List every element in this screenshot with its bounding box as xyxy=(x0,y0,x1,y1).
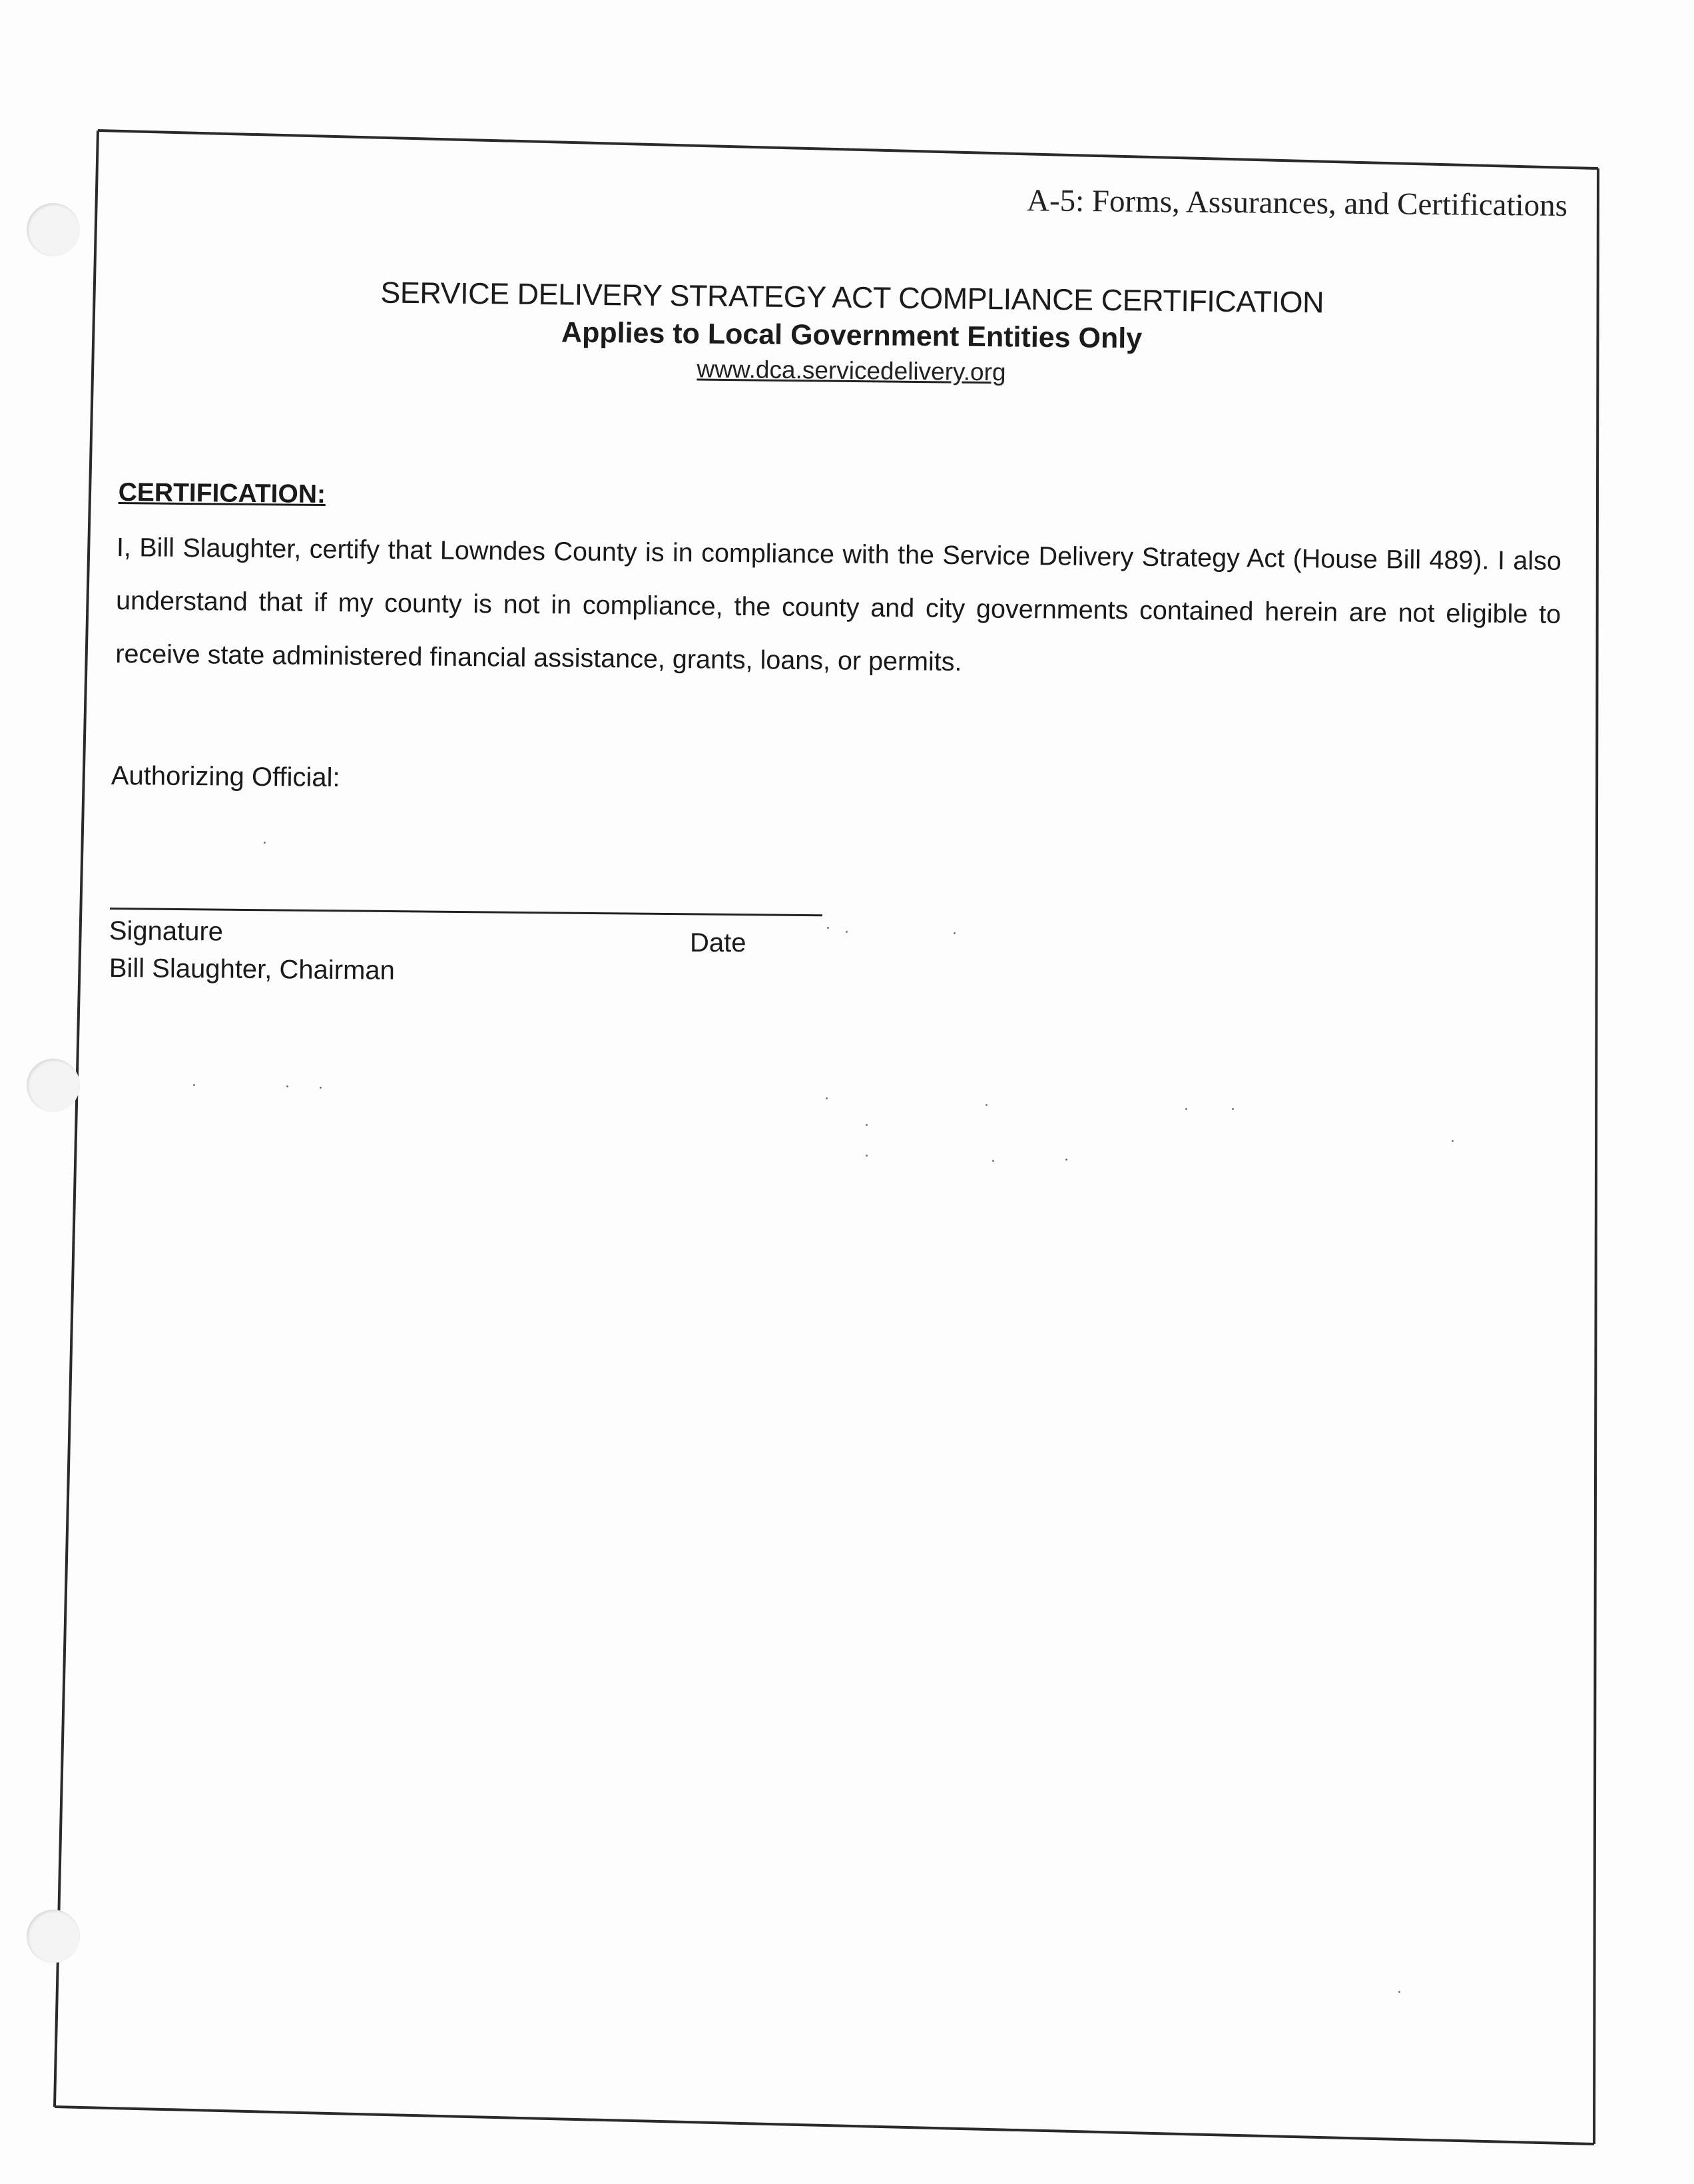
certification-heading: CERTIFICATION: xyxy=(118,478,326,509)
website-link[interactable]: www.dca.servicedelivery.org xyxy=(697,355,1006,386)
scan-speck xyxy=(1452,1140,1454,1142)
document-subtitle: Applies to Local Government Entities Only xyxy=(561,316,1143,355)
authorizing-official-label: Authorizing Official: xyxy=(111,761,340,792)
title-block xyxy=(372,273,1332,392)
document-title: SERVICE DELIVERY STRATEGY ACT COMPLIANCE CERTIFICATION xyxy=(380,275,1324,320)
scan-speck xyxy=(286,1085,288,1087)
scan-speck xyxy=(866,1124,868,1126)
certification-statement: I, Bill Slaughter, certify that Lowndes County is in compliance with the Service Delivery Strategy Act (House Bill 489). I also understand that if my county is not in compliance, the county and city governments contained herein are not eligible to receive state administered financial assistance, grants, loans, or permits. xyxy=(115,532,1562,677)
scan-speck xyxy=(826,1097,828,1099)
punch-hole-top xyxy=(27,203,80,256)
section-reference: A-5: Forms, Assurances, and Certifications xyxy=(1026,183,1568,223)
scan-speck xyxy=(264,842,266,844)
scan-speck xyxy=(1185,1108,1187,1110)
scan-speck xyxy=(320,1087,322,1089)
signer-name: Bill Slaughter, Chairman xyxy=(109,954,396,985)
signature-label: Signature xyxy=(109,916,224,947)
scan-speck xyxy=(1398,1991,1400,1993)
date-label: Date xyxy=(690,928,746,957)
punch-hole-middle xyxy=(27,1059,80,1112)
scan-speck xyxy=(846,931,848,933)
punch-hole-bottom xyxy=(27,1910,80,1963)
scan-speck xyxy=(193,1084,195,1086)
scan-speck xyxy=(992,1160,994,1162)
scan-speck xyxy=(827,927,829,929)
scan-speck xyxy=(1232,1108,1234,1110)
scan-speck xyxy=(954,932,956,934)
scan-speck xyxy=(986,1104,988,1106)
scan-speck xyxy=(866,1155,868,1157)
certification-section xyxy=(115,474,1562,694)
scan-speck xyxy=(1065,1159,1067,1161)
